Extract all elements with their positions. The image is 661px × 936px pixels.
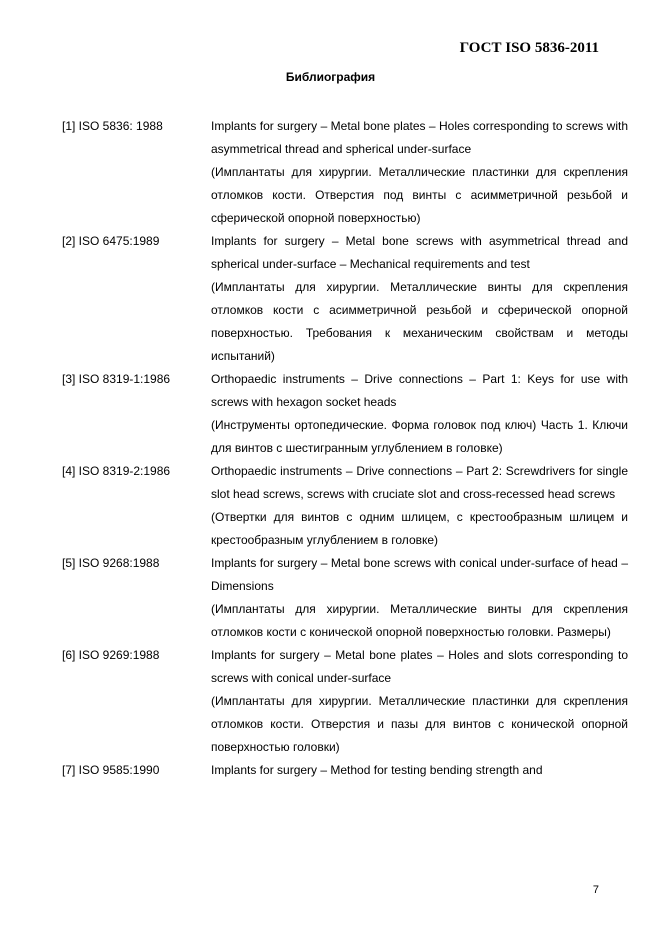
entry-reference: [6] ISO 9269:1988	[62, 648, 160, 662]
bibliography-entry	[62, 115, 628, 230]
entry-reference: [2] ISO 6475:1989	[62, 234, 160, 248]
entry-title-en: Implants for surgery – Metal bone plates – Holes corresponding to screws with asymmetrical thread and spherical under-surface	[211, 119, 628, 156]
entry-title-en: Implants for surgery – Metal bone plates – Holes and slots corresponding to screws with conical under-surface	[211, 648, 628, 685]
entry-reference: [5] ISO 9268:1988	[62, 556, 160, 570]
bibliography-entry	[62, 552, 628, 644]
entry-title-en: Orthopaedic instruments – Drive connections – Part 1: Keys for use with screws with hexagon socket heads	[211, 372, 628, 409]
bibliography-entry	[62, 759, 628, 782]
entry-title-en: Implants for surgery – Metal bone screws with asymmetrical thread and spherical under-surface – Mechanical requirements and test	[211, 234, 628, 271]
bibliography-entry	[62, 460, 628, 552]
entry-title-en: Orthopaedic instruments – Drive connections – Part 2: Screwdrivers for single slot head screws, screws with cruciate slot and cross-recessed head screws	[211, 464, 628, 501]
entry-reference: [1] ISO 5836: 1988	[62, 119, 163, 133]
document-code: ГОСТ ISO 5836-2011	[459, 40, 599, 56]
entry-reference: [3] ISO 8319-1:1986	[62, 372, 171, 386]
entry-title-ru: (Имплантаты для хирургии. Металлические винты для скрепления отломков кости с асимметричной резьбой и сферической опорной поверхностью. Требования к механическим свойствам и методы испытаний)	[211, 280, 628, 363]
entry-reference: [7] ISO 9585:1990	[62, 763, 160, 777]
entry-description	[211, 552, 628, 644]
entry-reference: [4] ISO 8319-2:1986	[62, 464, 171, 478]
bibliography-entry	[62, 230, 628, 368]
bibliography-list	[62, 115, 628, 782]
page-number: 7	[592, 884, 599, 896]
entry-description	[211, 759, 628, 782]
entry-title-ru: (Инструменты ортопедические. Форма головок под ключ) Часть 1. Ключи для винтов с шестигранным углублением в головке)	[211, 418, 628, 455]
entry-description	[211, 230, 628, 368]
entry-title-en: Implants for surgery – Method for testing bending strength and	[211, 763, 543, 777]
entry-description	[211, 644, 628, 759]
bibliography-entry	[62, 644, 628, 759]
entry-description	[211, 460, 628, 552]
bibliography-entry	[62, 368, 628, 460]
entry-title-ru: (Отвертки для винтов с одним шлицем, с крестообразным шлицем и крестообразным углублением в головке)	[211, 510, 628, 547]
page-title: Библиография	[285, 70, 376, 84]
entry-title-ru: (Имплантаты для хирургии. Металлические винты для скрепления отломков кости с конической опорной поверхностью головки. Размеры)	[211, 602, 628, 639]
entry-description	[211, 368, 628, 460]
entry-title-ru: (Имплантаты для хирургии. Металлические пластинки для скрепления отломков кости. Отверстия и пазы для винтов с конической опорной поверхностью головки)	[211, 694, 628, 754]
entry-title-en: Implants for surgery – Metal bone screws with conical under-surface of head – Dimensions	[211, 556, 628, 593]
entry-description	[211, 115, 628, 230]
entry-title-ru: (Имплантаты для хирургии. Металлические пластинки для скрепления отломков кости. Отверстия под винты с асимметричной резьбой и сферической опорной поверхностью)	[211, 165, 628, 225]
